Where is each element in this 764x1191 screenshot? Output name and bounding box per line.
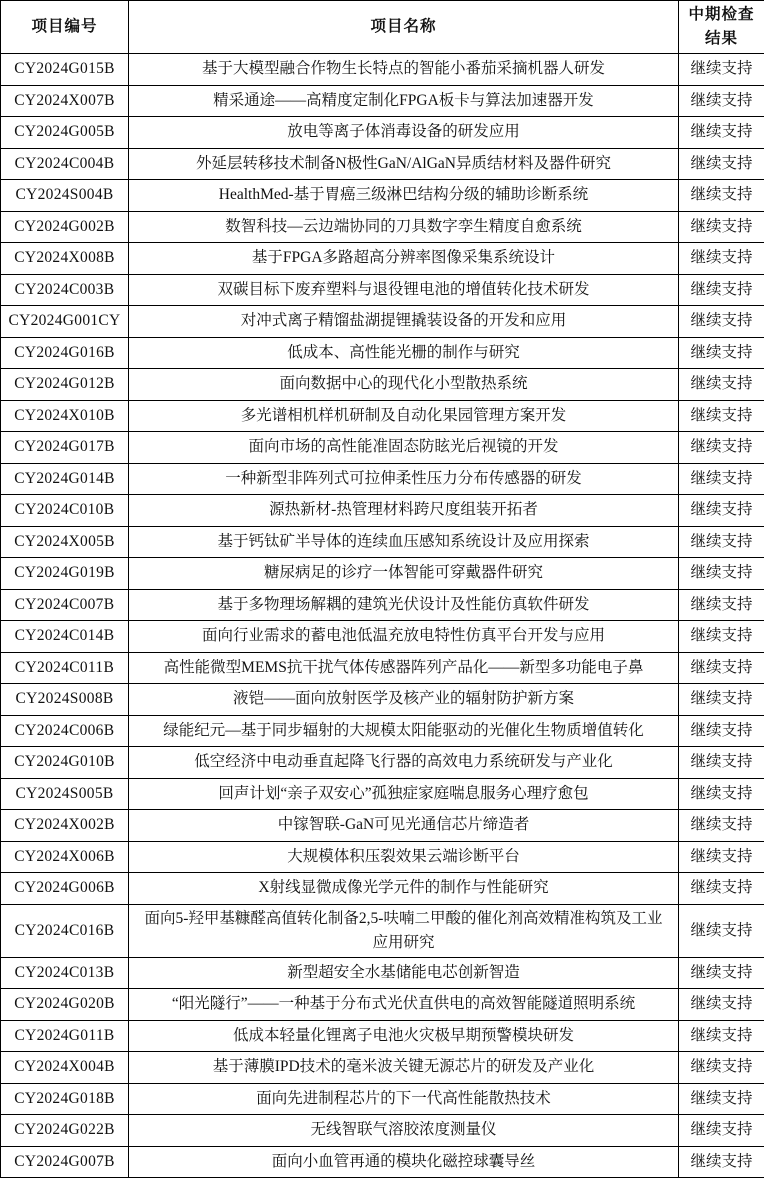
- project-id-cell: CY2024G017B: [1, 432, 129, 464]
- table-row: [1, 400, 764, 432]
- project-name-cell: 基于多物理场解耦的建筑光伏设计及性能仿真软件研发: [129, 589, 679, 621]
- project-id-cell: CY2024S005B: [1, 778, 129, 810]
- table-row: [1, 1146, 764, 1178]
- table-row: [1, 1083, 764, 1115]
- project-name-cell: X射线显微成像光学元件的制作与性能研究: [129, 873, 679, 905]
- project-name-cell: 低空经济中电动垂直起降飞行器的高效电力系统研发与产业化: [129, 747, 679, 779]
- table-row: [1, 1115, 764, 1147]
- project-id-cell: CY2024X008B: [1, 243, 129, 275]
- project-name-cell: 回声计划“亲子双安心”孤独症家庭喘息服务心理疗愈包: [129, 778, 679, 810]
- review-result-cell: 继续支持: [679, 274, 764, 306]
- review-result-cell: 继续支持: [679, 243, 764, 275]
- project-name-cell: 放电等离子体消毒设备的研发应用: [129, 117, 679, 149]
- project-name-cell: 新型超安全水基储能电芯创新智造: [129, 957, 679, 989]
- table-row: [1, 526, 764, 558]
- review-result-cell: 继续支持: [679, 148, 764, 180]
- project-name-cell: 面向行业需求的蓄电池低温充放电特性仿真平台开发与应用: [129, 621, 679, 653]
- table-row: [1, 589, 764, 621]
- project-id-cell: CY2024X005B: [1, 526, 129, 558]
- project-name-cell: 外延层转移技术制备N极性GaN/AlGaN异质结材料及器件研究: [129, 148, 679, 180]
- table-row: [1, 904, 764, 957]
- table-row: [1, 495, 764, 527]
- review-result-cell: 继续支持: [679, 369, 764, 401]
- table-row: [1, 778, 764, 810]
- project-name-cell: “阳光隧行”——一种基于分布式光伏直供电的高效智能隧道照明系统: [129, 989, 679, 1021]
- project-id-cell: CY2024X002B: [1, 810, 129, 842]
- project-id-cell: CY2024G015B: [1, 54, 129, 86]
- review-result-cell: 继续支持: [679, 778, 764, 810]
- project-id-cell: CY2024G007B: [1, 1146, 129, 1178]
- review-result-cell: 继续支持: [679, 684, 764, 716]
- table-row: [1, 337, 764, 369]
- project-id-cell: CY2024G005B: [1, 117, 129, 149]
- project-id-cell: CY2024G018B: [1, 1083, 129, 1115]
- project-id-cell: CY2024X004B: [1, 1052, 129, 1084]
- col-header-review-result: 中期检查结果: [679, 1, 764, 54]
- project-name-cell: 面向数据中心的现代化小型散热系统: [129, 369, 679, 401]
- review-result-cell: 继续支持: [679, 495, 764, 527]
- project-id-cell: CY2024C004B: [1, 148, 129, 180]
- project-id-cell: CY2024G019B: [1, 558, 129, 590]
- table-row: [1, 810, 764, 842]
- project-name-cell: 数智科技—云边端协同的刀具数字孪生精度自愈系统: [129, 211, 679, 243]
- col-header-project-id: 项目编号: [1, 1, 129, 54]
- review-result-cell: 继续支持: [679, 432, 764, 464]
- review-result-cell: 继续支持: [679, 989, 764, 1021]
- project-id-cell: CY2024S008B: [1, 684, 129, 716]
- table-row: [1, 274, 764, 306]
- project-name-cell: 高性能微型MEMS抗干扰气体传感器阵列产品化——新型多功能电子鼻: [129, 652, 679, 684]
- project-name-cell: 糖尿病足的诊疗一体智能可穿戴器件研究: [129, 558, 679, 590]
- project-id-cell: CY2024G012B: [1, 369, 129, 401]
- project-name-cell: HealthMed-基于胃癌三级淋巴结构分级的辅助诊断系统: [129, 180, 679, 212]
- table-row: [1, 1020, 764, 1052]
- review-result-cell: 继续支持: [679, 180, 764, 212]
- project-name-cell: 源热新材-热管理材料跨尺度组装开拓者: [129, 495, 679, 527]
- table-row: [1, 54, 764, 86]
- review-result-cell: 继续支持: [679, 211, 764, 243]
- table-row: [1, 117, 764, 149]
- project-name-cell: 中镓智联-GaN可见光通信芯片缔造者: [129, 810, 679, 842]
- project-name-cell: 基于钙钛矿半导体的连续血压感知系统设计及应用探索: [129, 526, 679, 558]
- header-row: [1, 1, 764, 54]
- table-row: [1, 747, 764, 779]
- project-id-cell: CY2024G020B: [1, 989, 129, 1021]
- table-row: [1, 306, 764, 338]
- table-row: [1, 85, 764, 117]
- table-body: [1, 54, 764, 1178]
- table-row: [1, 684, 764, 716]
- project-name-cell: 精采通途——高精度定制化FPGA板卡与算法加速器开发: [129, 85, 679, 117]
- review-result-cell: 继续支持: [679, 400, 764, 432]
- project-name-cell: 基于薄膜IPD技术的毫米波关键无源芯片的研发及产业化: [129, 1052, 679, 1084]
- project-name-cell: 面向小血管再通的模块化磁控球囊导丝: [129, 1146, 679, 1178]
- project-name-cell: 面向市场的高性能准固态防眩光后视镜的开发: [129, 432, 679, 464]
- project-id-cell: CY2024G001CY: [1, 306, 129, 338]
- project-name-cell: 基于大模型融合作物生长特点的智能小番茄采摘机器人研发: [129, 54, 679, 86]
- table-row: [1, 957, 764, 989]
- project-name-cell: 多光谱相机样机研制及自动化果园管理方案开发: [129, 400, 679, 432]
- project-id-cell: CY2024G014B: [1, 463, 129, 495]
- review-result-cell: 继续支持: [679, 957, 764, 989]
- review-result-cell: 继续支持: [679, 810, 764, 842]
- project-id-cell: CY2024C011B: [1, 652, 129, 684]
- project-name-cell: 双碳目标下废弃塑料与退役锂电池的增值转化技术研发: [129, 274, 679, 306]
- table-row: [1, 369, 764, 401]
- review-result-cell: 继续支持: [679, 904, 764, 957]
- project-id-cell: CY2024G022B: [1, 1115, 129, 1147]
- project-name-cell: 基于FPGA多路超高分辨率图像采集系统设计: [129, 243, 679, 275]
- project-id-cell: CY2024G002B: [1, 211, 129, 243]
- project-name-cell: 面向先进制程芯片的下一代高性能散热技术: [129, 1083, 679, 1115]
- project-name-cell: 液铠——面向放射医学及核产业的辐射防护新方案: [129, 684, 679, 716]
- review-result-cell: 继续支持: [679, 621, 764, 653]
- review-result-cell: 继续支持: [679, 558, 764, 590]
- project-name-cell: 大规模体积压裂效果云端诊断平台: [129, 841, 679, 873]
- review-result-cell: 继续支持: [679, 85, 764, 117]
- project-id-cell: CY2024X006B: [1, 841, 129, 873]
- table-row: [1, 463, 764, 495]
- project-name-cell: 一种新型非阵列式可拉伸柔性压力分布传感器的研发: [129, 463, 679, 495]
- review-result-cell: 继续支持: [679, 1020, 764, 1052]
- project-id-cell: CY2024C003B: [1, 274, 129, 306]
- table-row: [1, 432, 764, 464]
- project-name-cell: 面向5-羟甲基糠醛高值转化制备2,5-呋喃二甲酸的催化剂高效精准构筑及工业应用研究: [129, 904, 679, 957]
- project-name-cell: 低成本轻量化锂离子电池火灾极早期预警模块研发: [129, 1020, 679, 1052]
- table-row: [1, 715, 764, 747]
- review-result-cell: 继续支持: [679, 337, 764, 369]
- project-id-cell: CY2024G006B: [1, 873, 129, 905]
- table-row: [1, 243, 764, 275]
- review-result-cell: 继续支持: [679, 747, 764, 779]
- project-name-cell: 低成本、高性能光栅的制作与研究: [129, 337, 679, 369]
- project-name-cell: 对冲式离子精馏盐湖提锂撬装设备的开发和应用: [129, 306, 679, 338]
- project-name-cell: 无线智联气溶胶浓度测量仪: [129, 1115, 679, 1147]
- review-result-cell: 继续支持: [679, 54, 764, 86]
- table-row: [1, 148, 764, 180]
- table-row: [1, 652, 764, 684]
- project-id-cell: CY2024C016B: [1, 904, 129, 957]
- review-result-cell: 继续支持: [679, 306, 764, 338]
- project-id-cell: CY2024G011B: [1, 1020, 129, 1052]
- table-row: [1, 1052, 764, 1084]
- table-row: [1, 989, 764, 1021]
- review-result-cell: 继续支持: [679, 652, 764, 684]
- table-row: [1, 841, 764, 873]
- review-result-cell: 继续支持: [679, 1146, 764, 1178]
- review-result-cell: 继续支持: [679, 117, 764, 149]
- project-id-cell: CY2024C006B: [1, 715, 129, 747]
- review-result-cell: 继续支持: [679, 1083, 764, 1115]
- project-id-cell: CY2024S004B: [1, 180, 129, 212]
- review-result-cell: 继续支持: [679, 463, 764, 495]
- project-id-cell: CY2024G016B: [1, 337, 129, 369]
- project-id-cell: CY2024X007B: [1, 85, 129, 117]
- project-name-cell: 绿能纪元—基于同步辐射的大规模太阳能驱动的光催化生物质增值转化: [129, 715, 679, 747]
- review-result-cell: 继续支持: [679, 715, 764, 747]
- review-result-cell: 继续支持: [679, 589, 764, 621]
- project-id-cell: CY2024X010B: [1, 400, 129, 432]
- review-result-cell: 继续支持: [679, 1115, 764, 1147]
- project-id-cell: CY2024G010B: [1, 747, 129, 779]
- review-result-cell: 继续支持: [679, 873, 764, 905]
- col-header-project-name: 项目名称: [129, 1, 679, 54]
- review-result-cell: 继续支持: [679, 1052, 764, 1084]
- table-row: [1, 873, 764, 905]
- review-result-cell: 继续支持: [679, 526, 764, 558]
- table-row: [1, 621, 764, 653]
- table-row: [1, 180, 764, 212]
- project-id-cell: CY2024C013B: [1, 957, 129, 989]
- project-id-cell: CY2024C007B: [1, 589, 129, 621]
- table-row: [1, 211, 764, 243]
- review-result-cell: 继续支持: [679, 841, 764, 873]
- project-id-cell: CY2024C014B: [1, 621, 129, 653]
- project-id-cell: CY2024C010B: [1, 495, 129, 527]
- table-row: [1, 558, 764, 590]
